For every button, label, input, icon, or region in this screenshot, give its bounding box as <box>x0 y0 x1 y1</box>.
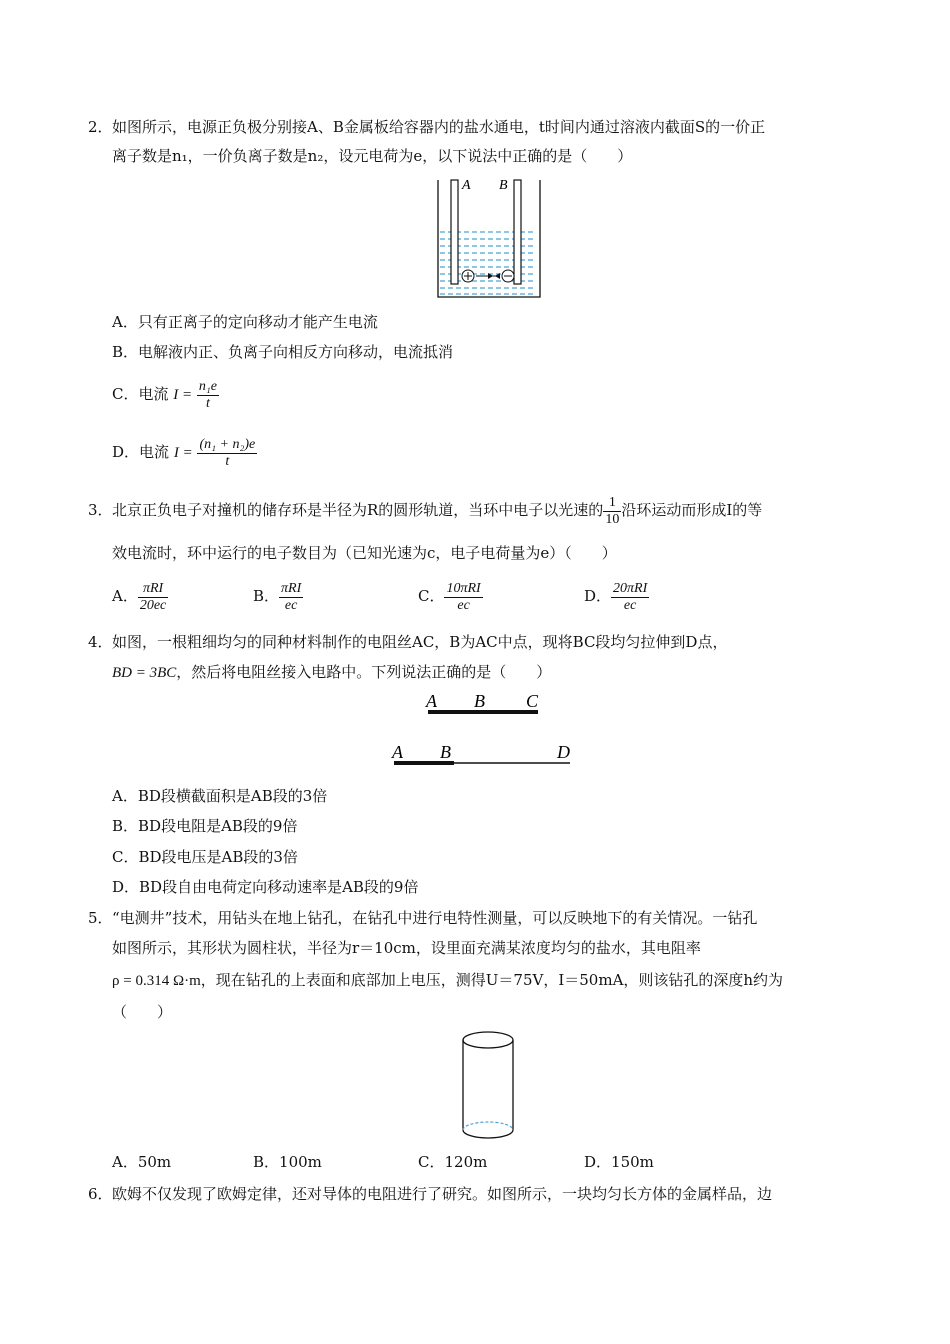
wire-top-label-a: A <box>426 691 437 711</box>
q3-option-a-label: A． <box>112 587 138 605</box>
q3-stem-line1-b: 沿环运动而形成I的等 <box>621 501 763 519</box>
q4-number: 4． <box>88 633 113 651</box>
q5-option-c[interactable]: C．120m <box>418 1153 488 1171</box>
q6-number: 6． <box>88 1185 113 1203</box>
q2-option-d-prefix: D．电流 <box>112 443 170 461</box>
fraction-numerator: πRI <box>138 581 168 598</box>
wire-top-label-c: C <box>526 691 539 711</box>
q2-option-d[interactable] <box>112 430 257 475</box>
q4-stem-line1: 如图，一根粗细均匀的同种材料制作的电阻丝AC，B为AC中点，现将BC段均匀拉伸到D点， <box>112 633 728 651</box>
q3-option-b-label: B． <box>253 587 280 605</box>
fraction-denominator: t <box>206 395 210 411</box>
q5-option-b[interactable]: B．100m <box>253 1153 322 1171</box>
q3-option-d-fraction <box>611 581 649 614</box>
fraction-numerator: 10πRI <box>446 580 481 596</box>
wire-top-label-b: B <box>474 691 485 711</box>
q4-option-a[interactable]: A．BD段横截面积是AB段的3倍 <box>112 787 328 805</box>
q4-option-c[interactable]: C．BD段电压是AB段的3倍 <box>112 848 298 866</box>
fraction-numerator: n₁e <box>198 378 218 394</box>
q3-option-c[interactable] <box>418 576 483 616</box>
q3-option-c-label: C． <box>418 587 445 605</box>
q4-option-b[interactable]: B．BD段电阻是AB段的9倍 <box>112 817 298 835</box>
q5-resistivity: ρ = 0.314 Ω·m <box>112 973 201 989</box>
q2-option-d-lhs: I = <box>173 445 193 461</box>
q2-stem-line1: 如图所示，电源正负极分别接A、B金属板给容器内的盐水通电，t时间内通过溶液内截面S的一价正 <box>112 118 766 136</box>
q3-option-a[interactable] <box>112 576 168 616</box>
q3-option-b[interactable] <box>253 576 303 616</box>
q3-stem-line1 <box>112 490 762 530</box>
q3-stem-line2: 效电流时，环中运行的电子数目为（已知光速为c，电子电荷量为e）（ ） <box>112 544 617 562</box>
q5-stem-line3 <box>112 970 783 991</box>
q2-option-a[interactable]: A．只有正离子的定向移动才能产生电流 <box>112 313 378 331</box>
q3-option-b-fraction <box>279 581 303 614</box>
q5-stem-line1: “电测井”技术，用钻头在地上钻孔，在钻孔中进行电特性测量，可以反映地下的有关情况。一钻孔 <box>112 909 758 927</box>
q3-option-c-fraction <box>444 581 482 614</box>
q3-option-a-fraction <box>138 581 168 614</box>
q3-stem-line1-a: 北京正负电子对撞机的储存环是半径为R的圆形轨道，当环中电子以光速的 <box>112 501 604 519</box>
fraction-denominator: ec <box>623 597 637 613</box>
q2-option-d-fraction <box>197 437 257 470</box>
q5-stem-line4: （ ） <box>112 1003 173 1021</box>
q3-speed-fraction <box>603 495 621 528</box>
q5-option-a[interactable]: A．50m <box>112 1153 172 1171</box>
borehole-cylinder-figure <box>458 1030 518 1144</box>
plate-a-label: A <box>462 178 471 193</box>
q3-option-d-label: D． <box>584 587 612 605</box>
q5-stem-line3-text: ，现在钻孔的上表面和底部加上电压，测得U＝75V，I＝50mA，则该钻孔的深度h约为 <box>200 971 784 989</box>
fraction-numerator: (n₁ + n₂)e <box>199 436 256 452</box>
q4-bd-equation: BD = 3BC <box>112 665 177 681</box>
fraction-numerator: πRI <box>281 580 302 596</box>
fraction-denominator: 20ec <box>139 597 167 613</box>
q2-number: 2． <box>88 118 113 136</box>
plate-b-label: B <box>499 178 508 193</box>
fraction-denominator: t <box>225 453 230 469</box>
q2-option-c-lhs: I = <box>173 387 193 403</box>
q3-option-d[interactable] <box>584 576 649 616</box>
q2-option-c-fraction <box>197 379 219 412</box>
q6-stem-line1: 欧姆不仅发现了欧姆定律，还对导体的电阻进行了研究。如图所示，一块均匀长方体的金属样品，边 <box>112 1185 773 1203</box>
wire-bottom-label-a: A <box>392 742 403 762</box>
fraction-denominator: 10 <box>605 511 620 527</box>
q5-number: 5． <box>88 909 113 927</box>
electrolysis-container-figure <box>436 176 542 300</box>
q2-option-b[interactable]: B．电解液内正、负离子向相反方向移动，电流抵消 <box>112 343 454 361</box>
resistance-wire-figure <box>390 688 580 770</box>
q4-stem-line2 <box>112 662 551 683</box>
q5-stem-line2: 如图所示，其形状为圆柱状，半径为r＝10cm，设里面充满某浓度均匀的盐水，其电阻率 <box>112 939 701 957</box>
wire-bottom-label-b: B <box>440 742 451 762</box>
fraction-denominator: ec <box>457 597 470 613</box>
q3-number: 3． <box>88 501 113 519</box>
q4-option-d[interactable]: D．BD段自由电荷定向移动速率是AB段的9倍 <box>112 878 419 896</box>
fraction-numerator: 20πRI <box>613 580 648 596</box>
q2-stem-line2: 离子数是n₁，一价负离子数是n₂，设元电荷为e，以下说法中正确的是（ ） <box>112 147 633 165</box>
q2-option-c[interactable] <box>112 372 219 417</box>
q4-stem-line2-text: ，然后将电阻丝接入电路中。下列说法正确的是（ ） <box>176 663 552 681</box>
fraction-denominator: ec <box>284 597 298 613</box>
fraction-numerator: 1 <box>603 495 621 512</box>
q2-option-c-prefix: C．电流 <box>112 385 169 403</box>
q5-option-d[interactable]: D．150m <box>584 1153 654 1171</box>
wire-bottom-label-d: D <box>557 742 570 762</box>
